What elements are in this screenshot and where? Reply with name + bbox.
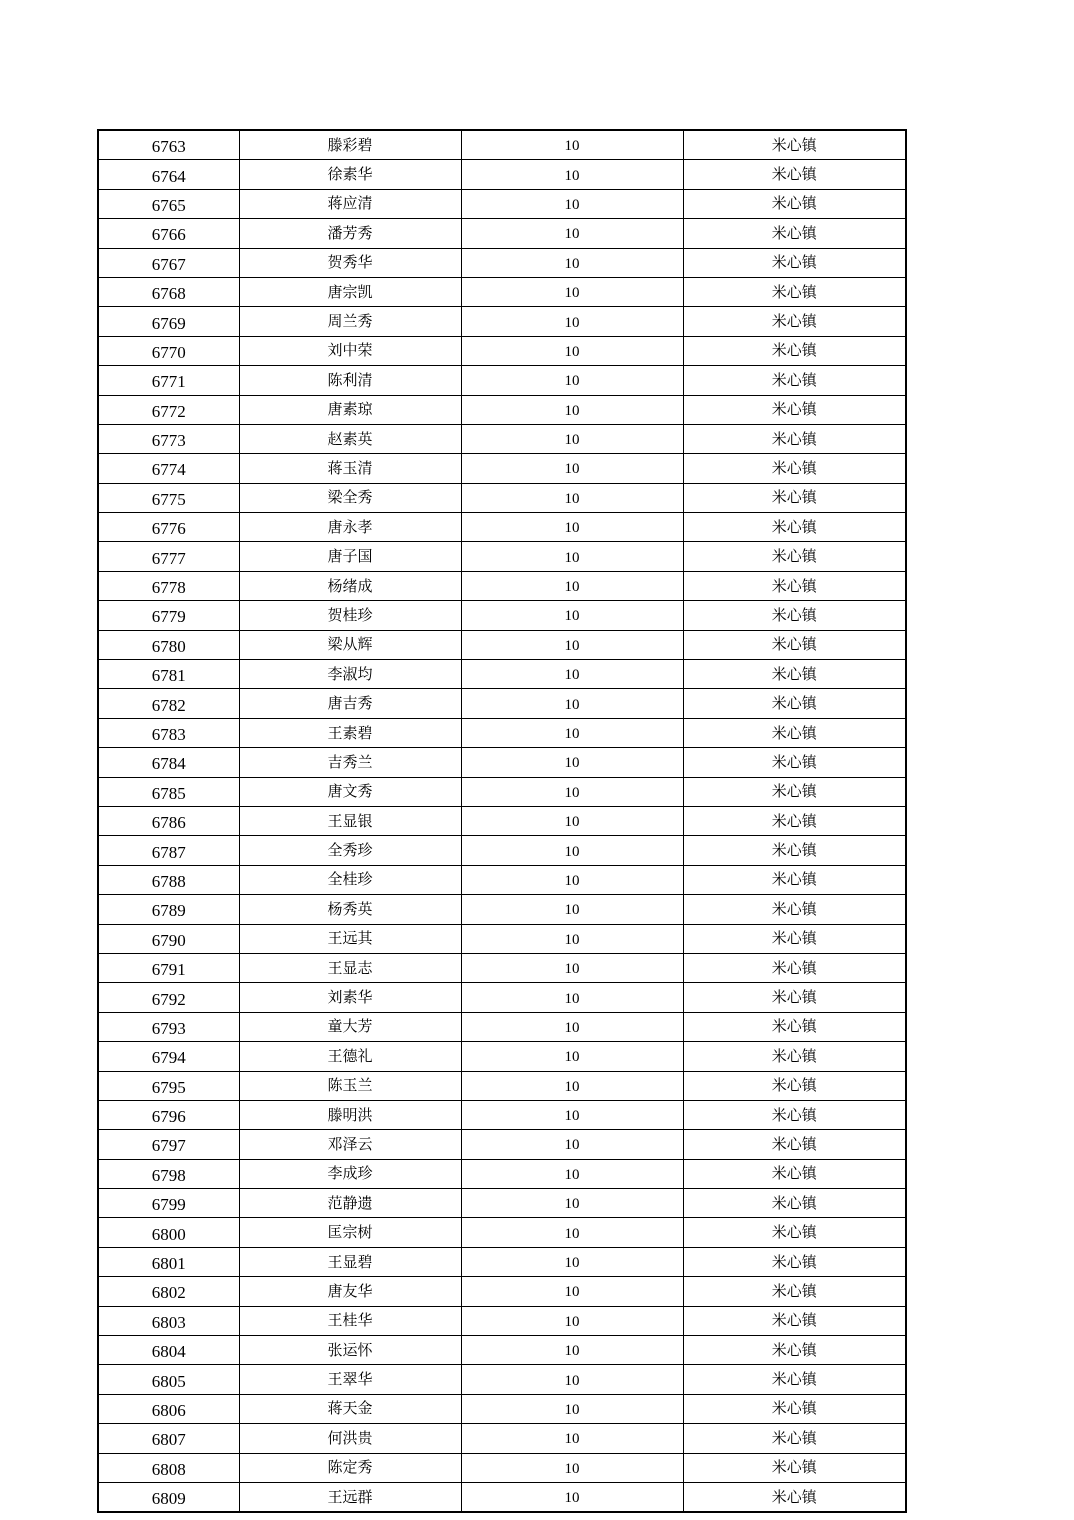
amount-cell: 10 <box>461 806 683 835</box>
amount-cell: 10 <box>461 895 683 924</box>
town-cell: 米心镇 <box>683 1218 906 1247</box>
table-row <box>98 777 906 806</box>
amount-cell: 10 <box>461 1336 683 1365</box>
person-name-cell: 何洪贵 <box>239 1424 461 1453</box>
town-cell: 米心镇 <box>683 895 906 924</box>
town-cell: 米心镇 <box>683 130 906 160</box>
table-row <box>98 806 906 835</box>
town-cell: 米心镇 <box>683 513 906 542</box>
table-row <box>98 248 906 277</box>
town-cell: 米心镇 <box>683 983 906 1012</box>
table-row <box>98 689 906 718</box>
town-cell: 米心镇 <box>683 1482 906 1512</box>
table-row <box>98 1394 906 1423</box>
town-cell: 米心镇 <box>683 1277 906 1306</box>
town-cell: 米心镇 <box>683 395 906 424</box>
person-name-cell: 邓泽云 <box>239 1130 461 1159</box>
town-cell: 米心镇 <box>683 1012 906 1041</box>
row-number-cell: 6787 <box>98 836 239 865</box>
row-number-cell: 6772 <box>98 395 239 424</box>
person-name-cell: 滕明洪 <box>239 1100 461 1129</box>
table-row <box>98 836 906 865</box>
town-cell: 米心镇 <box>683 1424 906 1453</box>
row-number-cell: 6784 <box>98 748 239 777</box>
amount-cell: 10 <box>461 395 683 424</box>
amount-cell: 10 <box>461 983 683 1012</box>
amount-cell: 10 <box>461 1453 683 1482</box>
row-number-cell: 6769 <box>98 307 239 336</box>
row-number-cell: 6774 <box>98 454 239 483</box>
person-name-cell: 陈定秀 <box>239 1453 461 1482</box>
table-row <box>98 1277 906 1306</box>
row-number-cell: 6773 <box>98 424 239 453</box>
town-cell: 米心镇 <box>683 953 906 982</box>
town-cell: 米心镇 <box>683 1336 906 1365</box>
person-name-cell: 匡宗树 <box>239 1218 461 1247</box>
town-cell: 米心镇 <box>683 1247 906 1276</box>
table-row <box>98 1424 906 1453</box>
row-number-cell: 6767 <box>98 248 239 277</box>
row-number-cell: 6790 <box>98 924 239 953</box>
amount-cell: 10 <box>461 307 683 336</box>
person-name-cell: 蒋应清 <box>239 189 461 218</box>
row-number-cell: 6799 <box>98 1189 239 1218</box>
row-number-cell: 6796 <box>98 1100 239 1129</box>
person-name-cell: 唐宗凯 <box>239 277 461 306</box>
person-name-cell: 滕彩碧 <box>239 130 461 160</box>
person-name-cell: 王显银 <box>239 806 461 835</box>
town-cell: 米心镇 <box>683 366 906 395</box>
table-row <box>98 160 906 189</box>
person-name-cell: 贺桂珍 <box>239 601 461 630</box>
amount-cell: 10 <box>461 1159 683 1188</box>
row-number-cell: 6768 <box>98 277 239 306</box>
town-cell: 米心镇 <box>683 630 906 659</box>
amount-cell: 10 <box>461 601 683 630</box>
person-name-cell: 唐吉秀 <box>239 689 461 718</box>
town-cell: 米心镇 <box>683 806 906 835</box>
row-number-cell: 6780 <box>98 630 239 659</box>
amount-cell: 10 <box>461 248 683 277</box>
person-name-cell: 陈利清 <box>239 366 461 395</box>
row-number-cell: 6788 <box>98 865 239 894</box>
row-number-cell: 6808 <box>98 1453 239 1482</box>
person-name-cell: 杨秀英 <box>239 895 461 924</box>
town-cell: 米心镇 <box>683 542 906 571</box>
row-number-cell: 6803 <box>98 1306 239 1335</box>
person-name-cell: 唐永孝 <box>239 513 461 542</box>
row-number-cell: 6776 <box>98 513 239 542</box>
town-cell: 米心镇 <box>683 277 906 306</box>
town-cell: 米心镇 <box>683 718 906 747</box>
person-name-cell: 唐友华 <box>239 1277 461 1306</box>
amount-cell: 10 <box>461 718 683 747</box>
amount-cell: 10 <box>461 513 683 542</box>
row-number-cell: 6783 <box>98 718 239 747</box>
person-name-cell: 刘中荣 <box>239 336 461 365</box>
town-cell: 米心镇 <box>683 424 906 453</box>
town-cell: 米心镇 <box>683 483 906 512</box>
table-row <box>98 1071 906 1100</box>
town-cell: 米心镇 <box>683 336 906 365</box>
table-row <box>98 924 906 953</box>
amount-cell: 10 <box>461 189 683 218</box>
amount-cell: 10 <box>461 1394 683 1423</box>
row-number-cell: 6806 <box>98 1394 239 1423</box>
person-name-cell: 范静遗 <box>239 1189 461 1218</box>
amount-cell: 10 <box>461 660 683 689</box>
amount-cell: 10 <box>461 1482 683 1512</box>
amount-cell: 10 <box>461 1130 683 1159</box>
table-row <box>98 660 906 689</box>
person-name-cell: 蒋天金 <box>239 1394 461 1423</box>
person-name-cell: 蒋玉清 <box>239 454 461 483</box>
amount-cell: 10 <box>461 924 683 953</box>
amount-cell: 10 <box>461 1100 683 1129</box>
table-row <box>98 366 906 395</box>
person-name-cell: 潘芳秀 <box>239 219 461 248</box>
table-row <box>98 424 906 453</box>
amount-cell: 10 <box>461 160 683 189</box>
table-row <box>98 1365 906 1394</box>
town-cell: 米心镇 <box>683 1159 906 1188</box>
town-cell: 米心镇 <box>683 1453 906 1482</box>
row-number-cell: 6763 <box>98 130 239 160</box>
town-cell: 米心镇 <box>683 1100 906 1129</box>
amount-cell: 10 <box>461 1306 683 1335</box>
table-row <box>98 513 906 542</box>
table-row <box>98 718 906 747</box>
table-row <box>98 219 906 248</box>
person-name-cell: 王德礼 <box>239 1042 461 1071</box>
row-number-cell: 6798 <box>98 1159 239 1188</box>
row-number-cell: 6766 <box>98 219 239 248</box>
table-row <box>98 336 906 365</box>
town-cell: 米心镇 <box>683 1189 906 1218</box>
row-number-cell: 6801 <box>98 1247 239 1276</box>
table-row <box>98 1159 906 1188</box>
person-name-cell: 王远其 <box>239 924 461 953</box>
amount-cell: 10 <box>461 748 683 777</box>
row-number-cell: 6791 <box>98 953 239 982</box>
row-number-cell: 6792 <box>98 983 239 1012</box>
amount-cell: 10 <box>461 953 683 982</box>
person-name-cell: 赵素英 <box>239 424 461 453</box>
row-number-cell: 6802 <box>98 1277 239 1306</box>
amount-cell: 10 <box>461 424 683 453</box>
table-row <box>98 1012 906 1041</box>
person-name-cell: 吉秀兰 <box>239 748 461 777</box>
row-number-cell: 6781 <box>98 660 239 689</box>
table-row <box>98 1130 906 1159</box>
table-row <box>98 395 906 424</box>
row-number-cell: 6782 <box>98 689 239 718</box>
row-number-cell: 6765 <box>98 189 239 218</box>
amount-cell: 10 <box>461 219 683 248</box>
town-cell: 米心镇 <box>683 1306 906 1335</box>
person-name-cell: 唐素琼 <box>239 395 461 424</box>
town-cell: 米心镇 <box>683 777 906 806</box>
table-row <box>98 953 906 982</box>
town-cell: 米心镇 <box>683 601 906 630</box>
amount-cell: 10 <box>461 336 683 365</box>
person-name-cell: 梁从辉 <box>239 630 461 659</box>
roster-table-body <box>98 130 906 1512</box>
amount-cell: 10 <box>461 277 683 306</box>
person-name-cell: 李淑均 <box>239 660 461 689</box>
town-cell: 米心镇 <box>683 571 906 600</box>
person-name-cell: 全桂珍 <box>239 865 461 894</box>
town-cell: 米心镇 <box>683 189 906 218</box>
roster-table <box>97 129 907 1513</box>
town-cell: 米心镇 <box>683 160 906 189</box>
person-name-cell: 王桂华 <box>239 1306 461 1335</box>
person-name-cell: 王显碧 <box>239 1247 461 1276</box>
person-name-cell: 王显志 <box>239 953 461 982</box>
row-number-cell: 6793 <box>98 1012 239 1041</box>
person-name-cell: 梁全秀 <box>239 483 461 512</box>
town-cell: 米心镇 <box>683 219 906 248</box>
table-row <box>98 1189 906 1218</box>
person-name-cell: 贺秀华 <box>239 248 461 277</box>
row-number-cell: 6794 <box>98 1042 239 1071</box>
table-row <box>98 895 906 924</box>
row-number-cell: 6778 <box>98 571 239 600</box>
amount-cell: 10 <box>461 1042 683 1071</box>
table-row <box>98 542 906 571</box>
table-row <box>98 454 906 483</box>
person-name-cell: 徐素华 <box>239 160 461 189</box>
amount-cell: 10 <box>461 1277 683 1306</box>
table-row <box>98 483 906 512</box>
amount-cell: 10 <box>461 571 683 600</box>
row-number-cell: 6789 <box>98 895 239 924</box>
table-row <box>98 277 906 306</box>
amount-cell: 10 <box>461 1365 683 1394</box>
table-row <box>98 630 906 659</box>
row-number-cell: 6764 <box>98 160 239 189</box>
table-row <box>98 1482 906 1512</box>
town-cell: 米心镇 <box>683 748 906 777</box>
town-cell: 米心镇 <box>683 307 906 336</box>
town-cell: 米心镇 <box>683 689 906 718</box>
town-cell: 米心镇 <box>683 924 906 953</box>
person-name-cell: 王翠华 <box>239 1365 461 1394</box>
table-row <box>98 130 906 160</box>
table-row <box>98 1100 906 1129</box>
town-cell: 米心镇 <box>683 1071 906 1100</box>
amount-cell: 10 <box>461 689 683 718</box>
amount-cell: 10 <box>461 454 683 483</box>
row-number-cell: 6779 <box>98 601 239 630</box>
person-name-cell: 唐文秀 <box>239 777 461 806</box>
row-number-cell: 6771 <box>98 366 239 395</box>
row-number-cell: 6770 <box>98 336 239 365</box>
row-number-cell: 6797 <box>98 1130 239 1159</box>
amount-cell: 10 <box>461 865 683 894</box>
table-row <box>98 865 906 894</box>
table-row <box>98 1336 906 1365</box>
person-name-cell: 周兰秀 <box>239 307 461 336</box>
amount-cell: 10 <box>461 630 683 659</box>
town-cell: 米心镇 <box>683 836 906 865</box>
row-number-cell: 6775 <box>98 483 239 512</box>
amount-cell: 10 <box>461 130 683 160</box>
town-cell: 米心镇 <box>683 1394 906 1423</box>
row-number-cell: 6777 <box>98 542 239 571</box>
table-row <box>98 189 906 218</box>
table-row <box>98 307 906 336</box>
town-cell: 米心镇 <box>683 1130 906 1159</box>
amount-cell: 10 <box>461 542 683 571</box>
row-number-cell: 6805 <box>98 1365 239 1394</box>
person-name-cell: 王远群 <box>239 1482 461 1512</box>
person-name-cell: 唐子国 <box>239 542 461 571</box>
table-row <box>98 1247 906 1276</box>
person-name-cell: 全秀珍 <box>239 836 461 865</box>
amount-cell: 10 <box>461 1071 683 1100</box>
table-row <box>98 748 906 777</box>
amount-cell: 10 <box>461 1218 683 1247</box>
amount-cell: 10 <box>461 836 683 865</box>
town-cell: 米心镇 <box>683 865 906 894</box>
table-row <box>98 1218 906 1247</box>
person-name-cell: 陈玉兰 <box>239 1071 461 1100</box>
row-number-cell: 6786 <box>98 806 239 835</box>
row-number-cell: 6785 <box>98 777 239 806</box>
person-name-cell: 刘素华 <box>239 983 461 1012</box>
table-row <box>98 571 906 600</box>
town-cell: 米心镇 <box>683 1365 906 1394</box>
person-name-cell: 童大芳 <box>239 1012 461 1041</box>
amount-cell: 10 <box>461 1189 683 1218</box>
amount-cell: 10 <box>461 1424 683 1453</box>
table-row <box>98 983 906 1012</box>
table-row <box>98 1306 906 1335</box>
amount-cell: 10 <box>461 1012 683 1041</box>
town-cell: 米心镇 <box>683 454 906 483</box>
table-row <box>98 601 906 630</box>
person-name-cell: 李成珍 <box>239 1159 461 1188</box>
table-row <box>98 1042 906 1071</box>
row-number-cell: 6809 <box>98 1482 239 1512</box>
row-number-cell: 6804 <box>98 1336 239 1365</box>
amount-cell: 10 <box>461 1247 683 1276</box>
amount-cell: 10 <box>461 483 683 512</box>
amount-cell: 10 <box>461 777 683 806</box>
person-name-cell: 王素碧 <box>239 718 461 747</box>
table-row <box>98 1453 906 1482</box>
person-name-cell: 张运怀 <box>239 1336 461 1365</box>
town-cell: 米心镇 <box>683 248 906 277</box>
amount-cell: 10 <box>461 366 683 395</box>
person-name-cell: 杨绪成 <box>239 571 461 600</box>
row-number-cell: 6807 <box>98 1424 239 1453</box>
town-cell: 米心镇 <box>683 660 906 689</box>
town-cell: 米心镇 <box>683 1042 906 1071</box>
row-number-cell: 6800 <box>98 1218 239 1247</box>
row-number-cell: 6795 <box>98 1071 239 1100</box>
